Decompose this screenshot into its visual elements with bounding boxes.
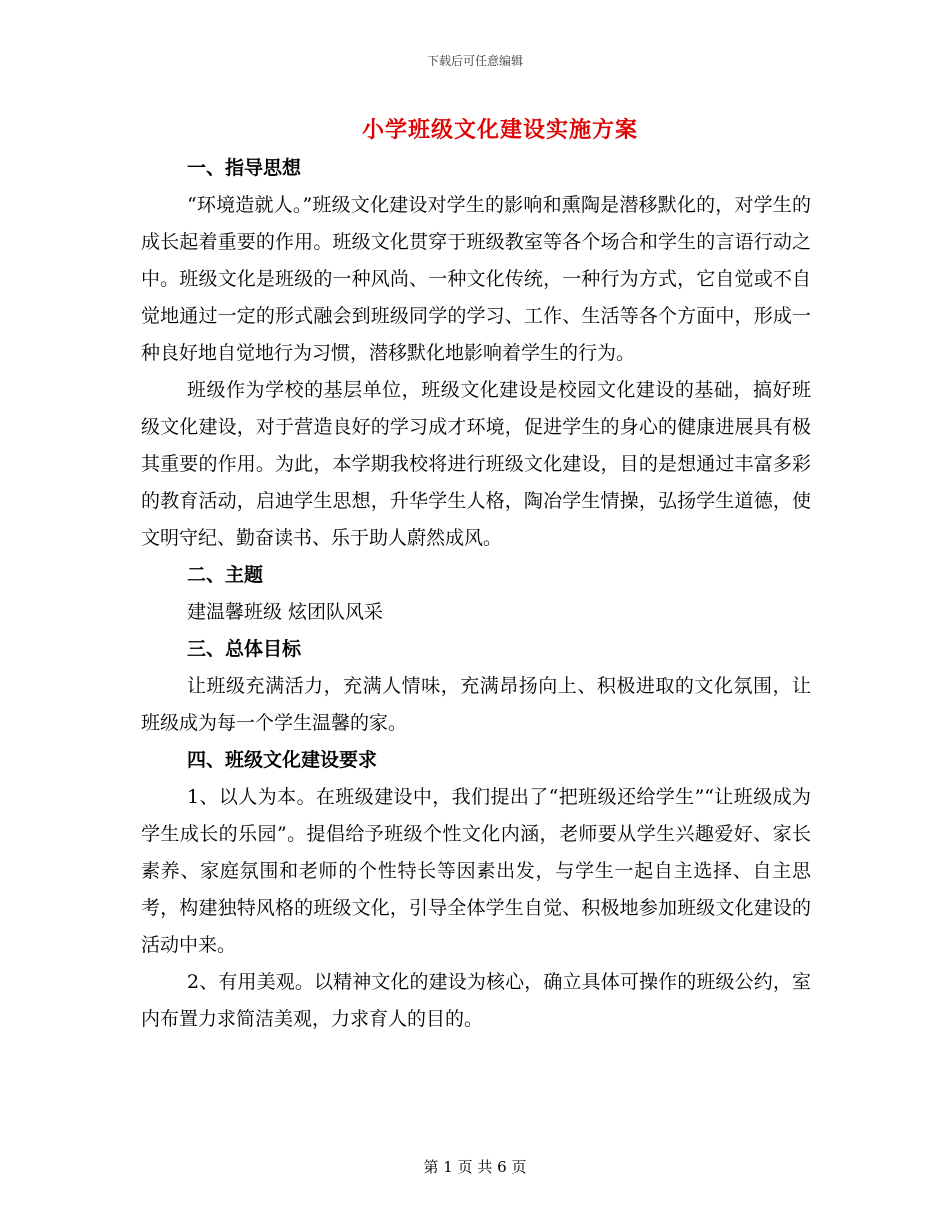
section-heading-overall-goal: 三、总体目标 — [187, 638, 302, 660]
paragraph-requirement-2: 2、有用美观。以精神文化的建设为核心，确立具体可操作的班级公约，室内布置力求简洁美观，力求育人的目的。 — [141, 971, 811, 1030]
page-number-footer: 第 1 页 共 6 页 — [423, 1158, 527, 1176]
paragraph-requirement-1: 1、以人为本。在班级建设中，我们提出了“把班级还给学生”“让班级成为学生成长的乐园”。提倡给予班级个性文化内涵，老师要从学生兴趣爱好、家长素养、家庭氛围和老师的个性特长等因素出发，与学生一起自主选择、自主思考，构建独特风格的班级文化，引导全体学生自觉、积极地参加班级文化建设的活动中来。 — [141, 786, 811, 956]
paragraph-guiding-ideology-1: “环境造就人。”班级文化建设对学生的影响和熏陶是潜移默化的，对学生的成长起着重要的作用。班级文化贯穿于班级教室等各个场合和学生的言语行动之中。班级文化是班级的一种风尚、一种文化传统，一种行为方式，它自觉或不自觉地通过一定的形式融会到班级同学的学习、工作、生活等各个方面中，形成一种良好地自觉地行为习惯，潜移默化地影响着学生的行为。 — [141, 194, 811, 364]
document-title: 小学班级文化建设实施方案 — [361, 117, 638, 143]
paragraph-theme: 建温馨班级 炫团队风采 — [187, 601, 384, 623]
paragraph-overall-goal: 让班级充满活力，充满人情味，充满昂扬向上、积极进取的文化氛围，让班级成为每一个学生温馨的家。 — [141, 675, 811, 734]
section-heading-requirements: 四、班级文化建设要求 — [187, 749, 378, 771]
section-heading-guiding-ideology: 一、指导思想 — [187, 157, 302, 179]
header-note: 下载后可任意编辑 — [426, 54, 523, 68]
document-body — [141, 150, 811, 1038]
paragraph-guiding-ideology-2: 班级作为学校的基层单位，班级文化建设是校园文化建设的基础，搞好班级文化建设，对于营造良好的学习成才环境，促进学生的身心的健康进展具有极其重要的作用。为此，本学期我校将进行班级文化建设，目的是想通过丰富多彩的教育活动，启迪学生思想，升华学生人格，陶冶学生情操，弘扬学生道德，使文明守纪、勤奋读书、乐于助人蔚然成风。 — [141, 379, 811, 549]
section-heading-theme: 二、主题 — [187, 564, 264, 586]
